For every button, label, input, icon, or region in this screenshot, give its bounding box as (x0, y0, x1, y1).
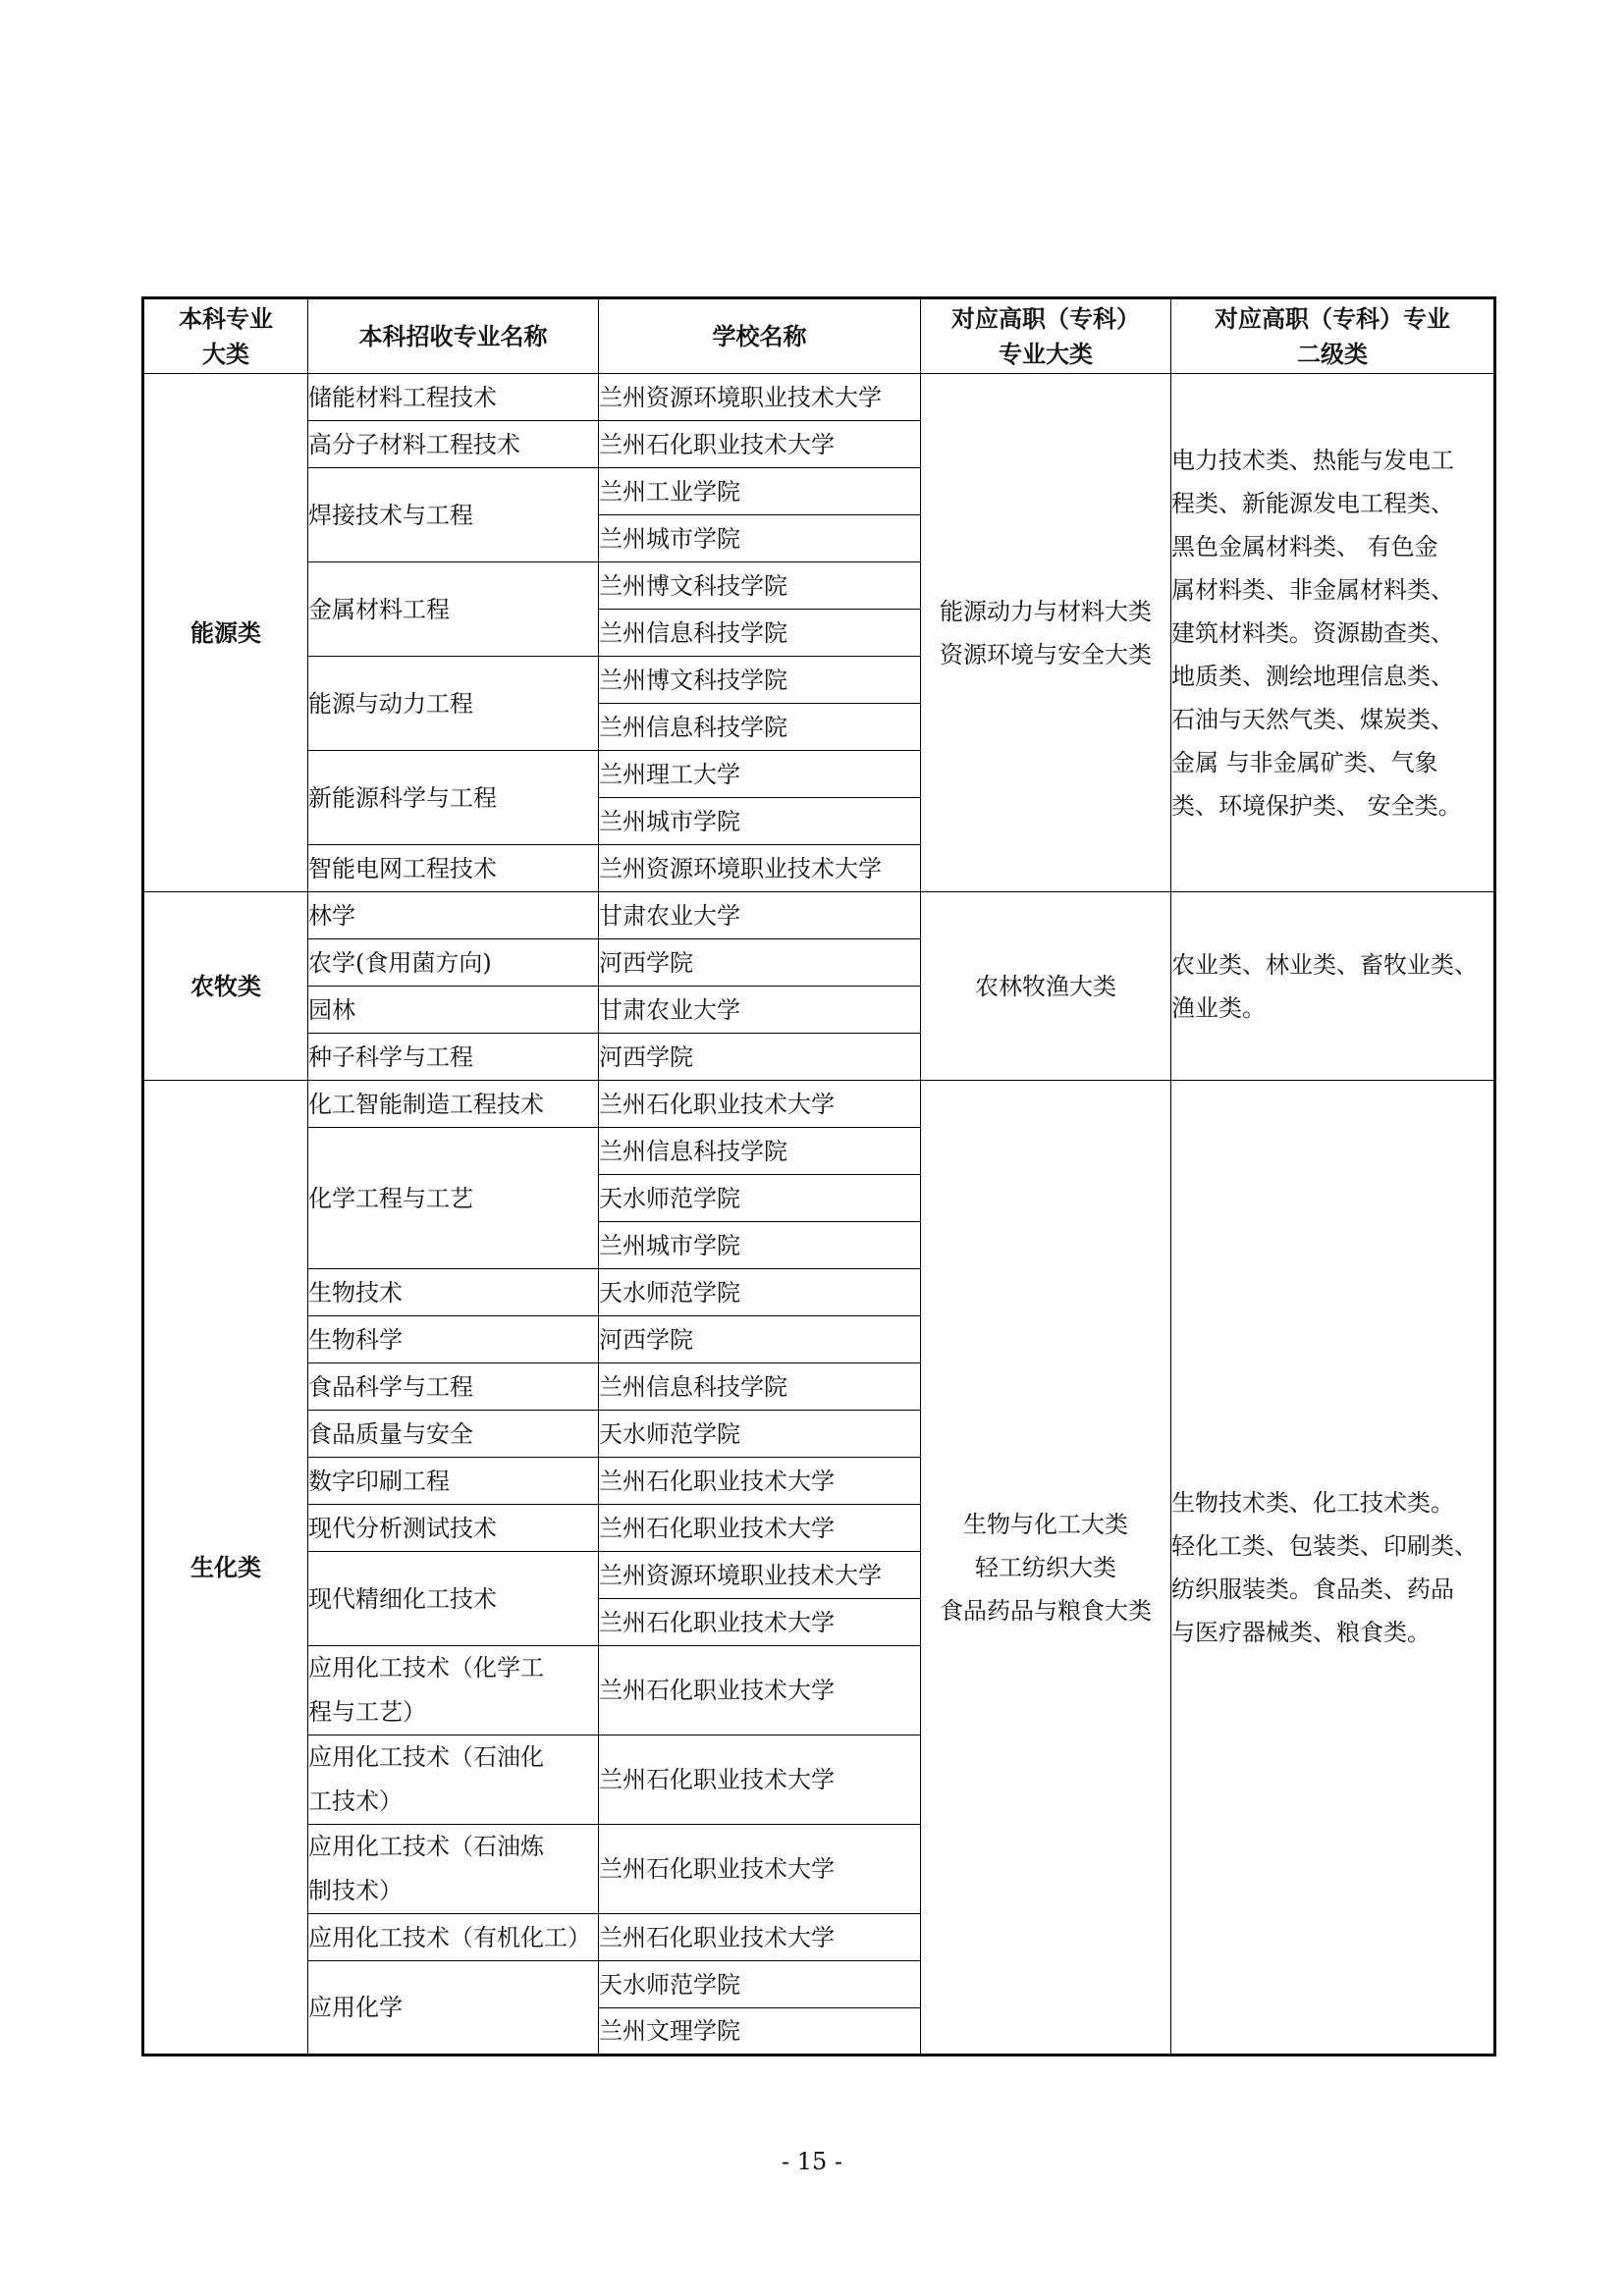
school-cell: 兰州石化职业技术大学 (599, 1914, 921, 1961)
major-cell: 林学 (308, 892, 599, 939)
major-cell: 新能源科学与工程 (308, 751, 599, 845)
header-row (143, 298, 1495, 374)
table-row (143, 1081, 1495, 1128)
school-cell: 甘肃农业大学 (599, 892, 921, 939)
header-school-name: 学校名称 (599, 298, 921, 374)
school-cell: 天水师范学院 (599, 1961, 921, 2008)
vocational-subclass-cell: 电力技术类、热能与发电工 程类、新能源发电工程类、 黑色金属材料类、 有色金 属材料类、非金属材料类、 建筑材料类。资源勘查类、 地质类、测绘地理信息类、 石油与天然气类、煤炭类、 金属 与非金属矿类、气象 类、环境保护类、 安全类。 (1171, 374, 1495, 892)
major-cell: 化学工程与工艺 (308, 1128, 599, 1269)
school-cell: 兰州石化职业技术大学 (599, 1458, 921, 1505)
school-cell: 河西学院 (599, 1034, 921, 1081)
major-cell: 储能材料工程技术 (308, 374, 599, 421)
major-cell: 应用化工技术（石油炼 制技术） (308, 1825, 599, 1914)
school-cell: 兰州石化职业技术大学 (599, 1735, 921, 1825)
school-cell: 兰州石化职业技术大学 (599, 421, 921, 468)
school-cell: 兰州工业学院 (599, 468, 921, 515)
category-cell: 能源类 (143, 374, 308, 892)
vocational-group-cell: 农林牧渔大类 (921, 892, 1171, 1081)
major-cell: 园林 (308, 987, 599, 1034)
school-cell: 兰州城市学院 (599, 798, 921, 845)
header-major-name: 本科招收专业名称 (308, 298, 599, 374)
vocational-group-cell: 能源动力与材料大类 资源环境与安全大类 (921, 374, 1171, 892)
school-cell: 天水师范学院 (599, 1411, 921, 1458)
major-cell: 现代分析测试技术 (308, 1505, 599, 1552)
header-vocational-subclass: 对应高职（专科）专业 二级类 (1171, 298, 1495, 374)
school-cell: 兰州信息科技学院 (599, 610, 921, 657)
school-cell: 兰州石化职业技术大学 (599, 1599, 921, 1646)
header-category: 本科专业 大类 (143, 298, 308, 374)
school-cell: 兰州石化职业技术大学 (599, 1505, 921, 1552)
school-cell: 兰州石化职业技术大学 (599, 1825, 921, 1914)
major-cell: 焊接技术与工程 (308, 468, 599, 562)
major-cell: 生物技术 (308, 1269, 599, 1316)
school-cell: 兰州城市学院 (599, 515, 921, 562)
school-cell: 兰州信息科技学院 (599, 704, 921, 751)
major-cell: 应用化工技术（化学工 程与工艺） (308, 1646, 599, 1735)
table-row (143, 892, 1495, 939)
majors-table (141, 296, 1496, 2056)
header-vocational-group: 对应高职（专科） 专业大类 (921, 298, 1171, 374)
vocational-group-cell: 生物与化工大类 轻工纺织大类 食品药品与粮食大类 (921, 1081, 1171, 2056)
major-cell: 种子科学与工程 (308, 1034, 599, 1081)
school-cell: 兰州资源环境职业技术大学 (599, 845, 921, 892)
school-cell: 兰州资源环境职业技术大学 (599, 374, 921, 421)
major-cell: 应用化工技术（有机化工） (308, 1914, 599, 1961)
school-cell: 河西学院 (599, 1316, 921, 1363)
school-cell: 甘肃农业大学 (599, 987, 921, 1034)
major-cell: 能源与动力工程 (308, 657, 599, 751)
school-cell: 河西学院 (599, 939, 921, 987)
school-cell: 兰州石化职业技术大学 (599, 1646, 921, 1735)
school-cell: 兰州博文科技学院 (599, 657, 921, 704)
school-cell: 天水师范学院 (599, 1175, 921, 1222)
major-cell: 食品质量与安全 (308, 1411, 599, 1458)
major-cell: 高分子材料工程技术 (308, 421, 599, 468)
major-cell: 智能电网工程技术 (308, 845, 599, 892)
major-cell: 应用化学 (308, 1961, 599, 2056)
category-cell: 生化类 (143, 1081, 308, 2056)
major-cell: 食品科学与工程 (308, 1363, 599, 1411)
major-cell: 化工智能制造工程技术 (308, 1081, 599, 1128)
school-cell: 兰州资源环境职业技术大学 (599, 1552, 921, 1599)
major-cell: 生物科学 (308, 1316, 599, 1363)
major-cell: 农学(食用菌方向) (308, 939, 599, 987)
major-cell: 数字印刷工程 (308, 1458, 599, 1505)
school-cell: 兰州理工大学 (599, 751, 921, 798)
vocational-subclass-cell: 农业类、林业类、畜牧业类、 渔业类。 (1171, 892, 1495, 1081)
table-row (143, 374, 1495, 421)
major-cell: 现代精细化工技术 (308, 1552, 599, 1646)
school-cell: 兰州博文科技学院 (599, 562, 921, 610)
school-cell: 兰州城市学院 (599, 1222, 921, 1269)
vocational-subclass-cell: 生物技术类、化工技术类。 轻化工类、包装类、印刷类、 纺织服装类。食品类、药品 与医疗器械类、粮食类。 (1171, 1081, 1495, 2056)
major-cell: 应用化工技术（石油化 工技术） (308, 1735, 599, 1825)
school-cell: 兰州信息科技学院 (599, 1128, 921, 1175)
school-cell: 兰州信息科技学院 (599, 1363, 921, 1411)
category-cell: 农牧类 (143, 892, 308, 1081)
school-cell: 兰州石化职业技术大学 (599, 1081, 921, 1128)
school-cell: 兰州文理学院 (599, 2008, 921, 2056)
page-number: - 15 - (781, 2148, 842, 2175)
major-cell: 金属材料工程 (308, 562, 599, 657)
school-cell: 天水师范学院 (599, 1269, 921, 1316)
